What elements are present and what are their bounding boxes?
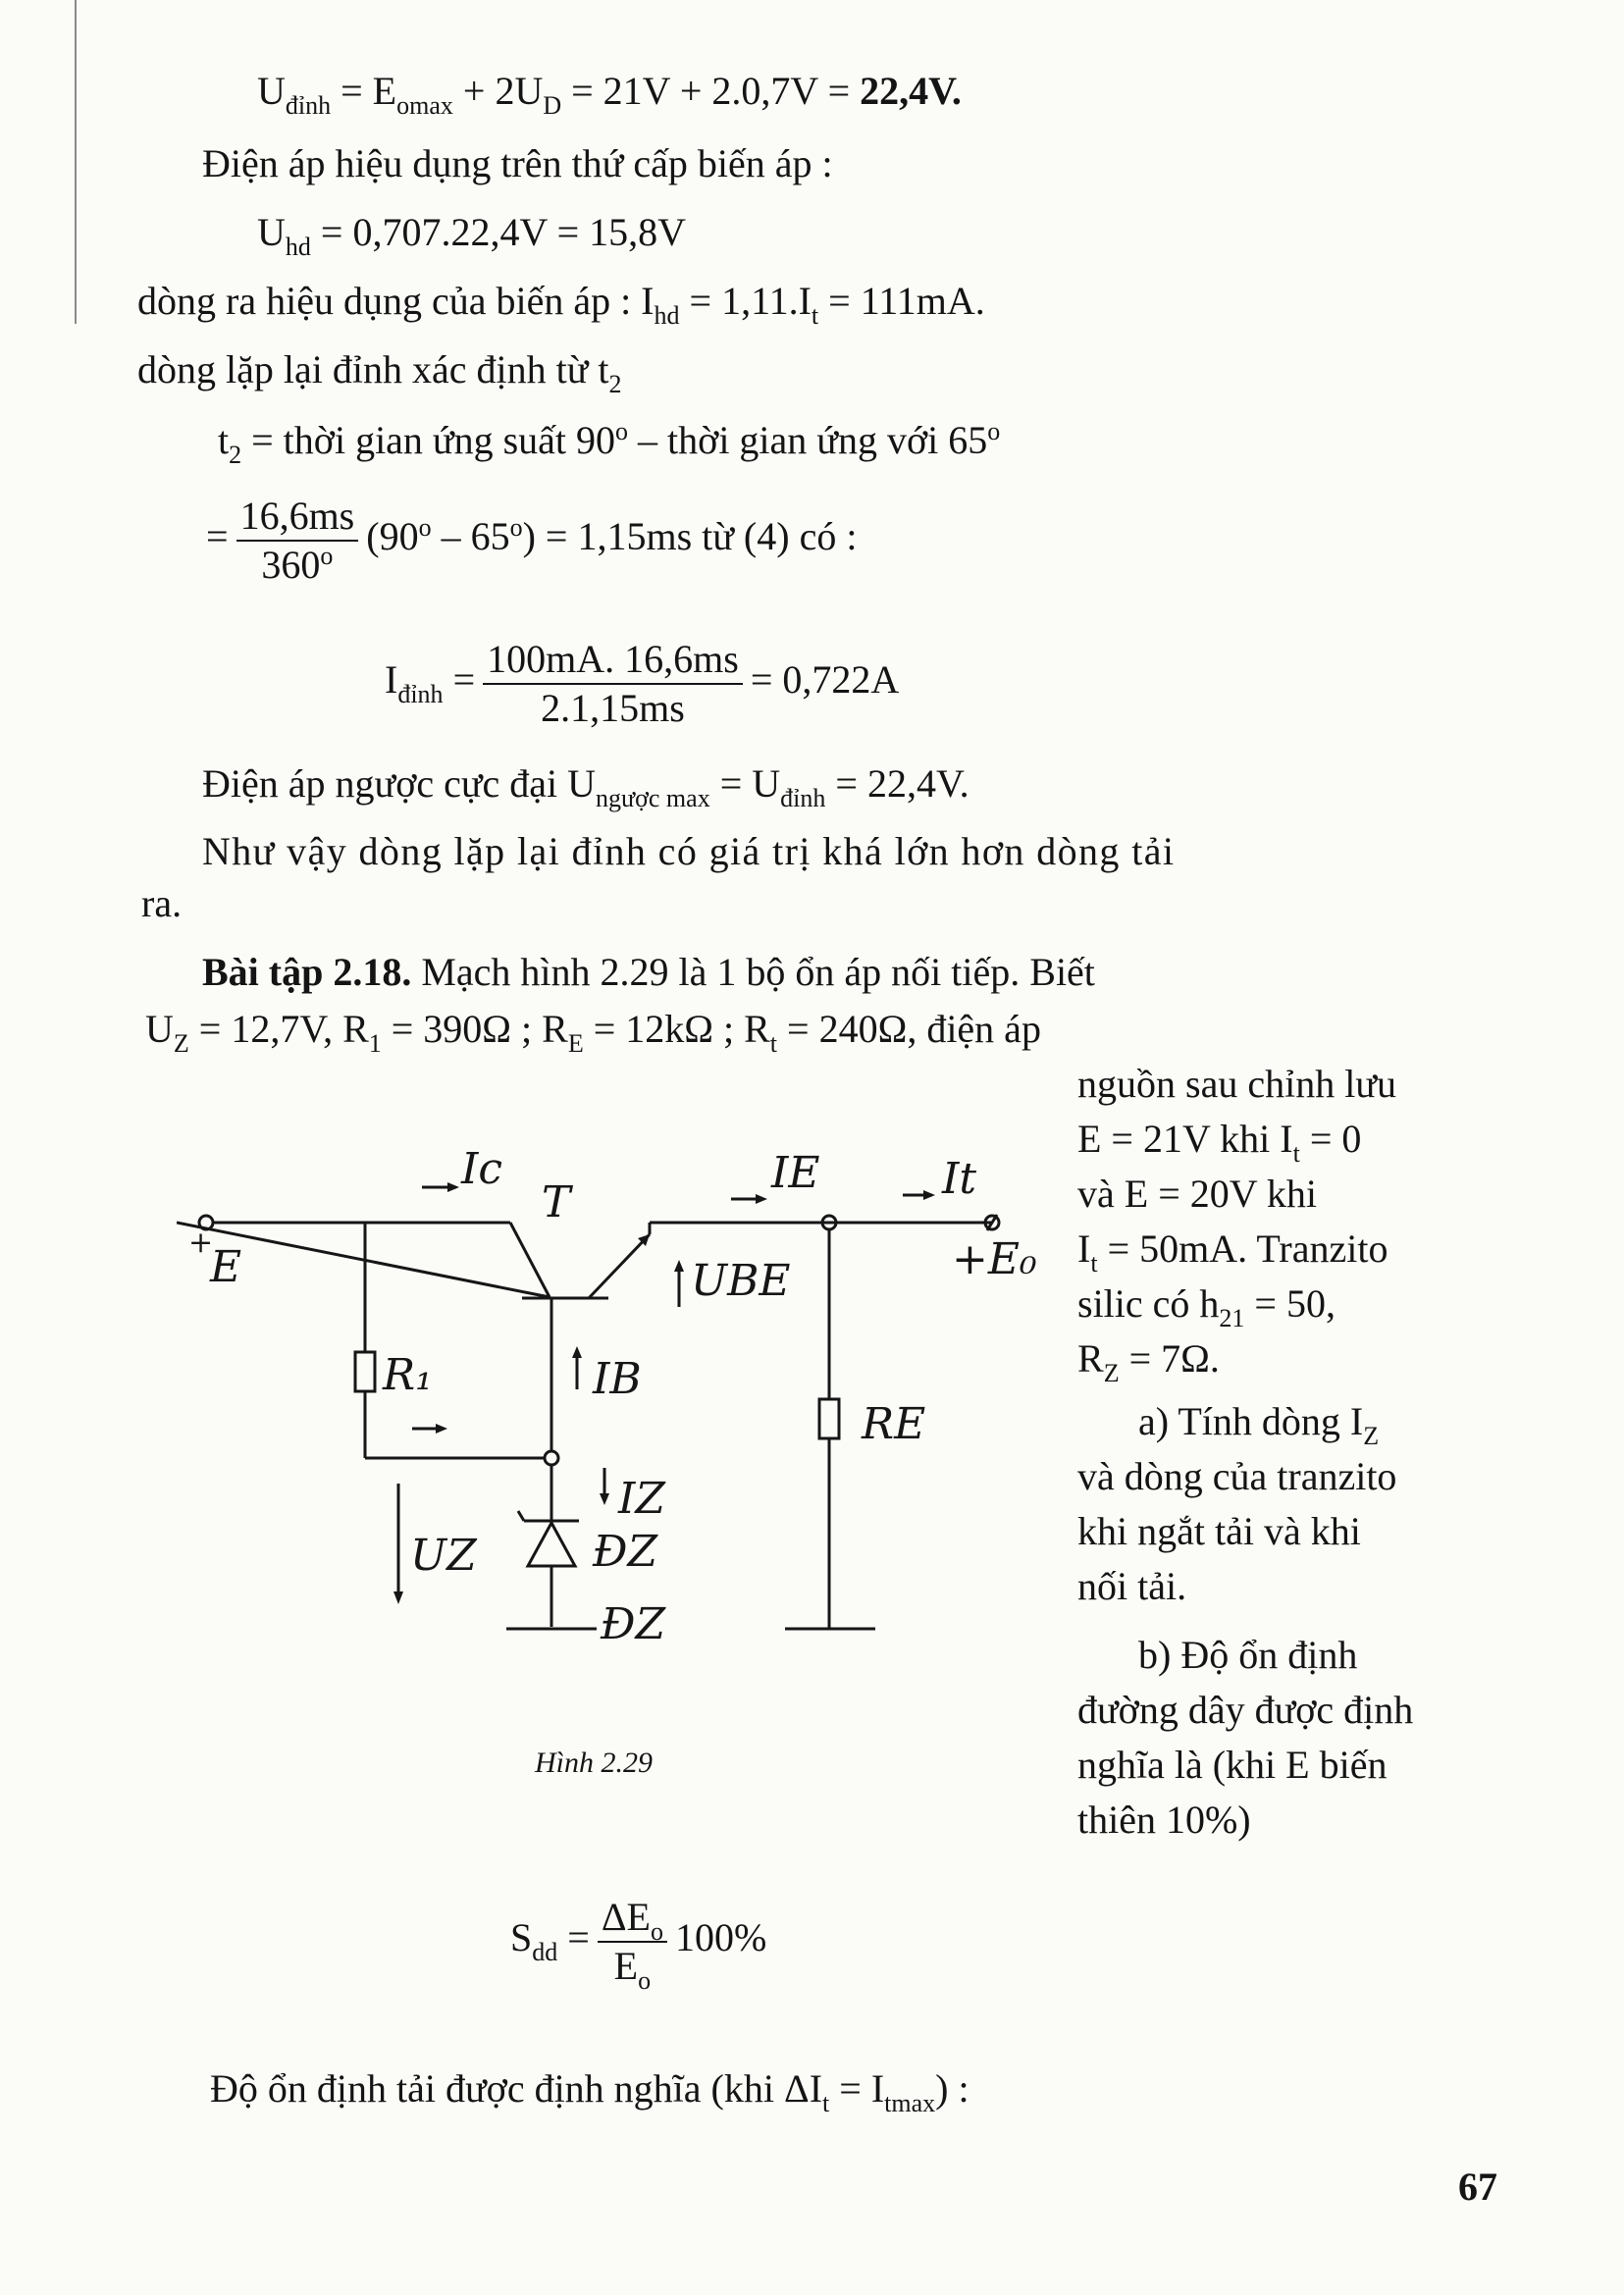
- formula-t2: = $\frac{16,6ms}{360^o}$ $(90^o - 65^o) = 1,15ms$ từ (4) có :: [206, 494, 858, 587]
- label-dz-ground: ĐZ: [601, 1599, 666, 1649]
- arrow-ie-head: [756, 1194, 767, 1204]
- label-e-plus: +: [188, 1226, 214, 1260]
- fraction: $\frac{100mA. 16,6ms}{2.1,15ms}$: [483, 636, 743, 732]
- page-number: 67: [1458, 2165, 1497, 2209]
- label-e-output: +E₀: [952, 1234, 1037, 1284]
- text-line: Điện áp ngược cực đại $U_{ngược max} = U_{đỉnh} = 22,4V$.: [202, 761, 969, 812]
- label-ib: IB: [593, 1354, 642, 1404]
- formula-sdd: $S_{dd}$ = $\frac{\Delta E_o}{E_o}$ 100%: [510, 1895, 767, 1995]
- arrow-ube-head: [674, 1260, 684, 1272]
- text-line: Độ ổn định tải được định nghĩa (khi $\Delta I_t = I_{tmax}$) :: [210, 2066, 969, 2117]
- text-line: dòng lặp lại đỉnh xác định từ $t_2$: [137, 347, 622, 398]
- text-line: ra.: [141, 881, 183, 925]
- arrow-ic-head: [447, 1182, 459, 1192]
- text-line: nghĩa là (khi E biến: [1077, 1743, 1388, 1787]
- formula-i-dinh: $I_{đỉnh}$ = $\frac{100mA. 16,6ms}{2.1,15ms}$ = 0,722A: [385, 637, 900, 730]
- label-ube: UBE: [691, 1256, 791, 1306]
- text-line: nguồn sau chỉnh lưu: [1077, 1062, 1396, 1106]
- text-line: thiên 10%): [1077, 1798, 1251, 1842]
- fraction: $\frac{16,6ms}{360^o}$: [236, 493, 359, 589]
- arrow-uz-head: [393, 1591, 403, 1604]
- junction-node: [545, 1451, 558, 1465]
- text-line: $t_2$ = thời gian ứng suất 90$^o$ – thời gian ứng với 65$^o$: [218, 417, 1001, 469]
- transistor-emitter: [589, 1234, 650, 1298]
- label-transistor: T: [542, 1177, 571, 1227]
- resistor-r1: [355, 1352, 375, 1391]
- circuit-diagram: [177, 1089, 1040, 1678]
- label-ic: Ic: [461, 1144, 503, 1194]
- label-iz: IZ: [618, 1474, 665, 1524]
- text-line: $R_Z = 7\Omega$.: [1077, 1336, 1220, 1387]
- text-line: dòng ra hiệu dụng của biến áp : $I_{hd} = 1,11.I_t = 111mA$.: [137, 279, 985, 330]
- label-re: RE: [862, 1399, 926, 1449]
- text-line: Như vậy dòng lặp lại đỉnh có giá trị khá lớn hơn dòng tải: [202, 829, 1176, 873]
- formula-u-dinh: $U_{đỉnh} = E_{omax} + 2U_D = 21V + 2.0,7V = 22,4V$.: [257, 69, 962, 120]
- zener-cathode-bend: [518, 1511, 524, 1521]
- text-line: và dòng của tranzito: [1077, 1454, 1397, 1498]
- text-line: b) Độ ổn định: [1138, 1633, 1358, 1677]
- zener-diode-icon: [528, 1523, 575, 1566]
- figure-caption: Hình 2.29: [535, 1747, 653, 1779]
- label-dz-diode: ĐZ: [593, 1527, 658, 1577]
- label-e-input: E: [210, 1242, 242, 1292]
- text-line: a) Tính dòng $I_Z$: [1138, 1399, 1380, 1450]
- fraction: $\frac{\Delta E_o}{E_o}$: [598, 1894, 667, 1990]
- label-it: It: [942, 1154, 977, 1204]
- text-line: $U_Z = 12,7V$, $R_1 = 390\Omega$ ; $R_E = 12k\Omega$ ; $R_t = 240\Omega$, điện áp: [145, 1007, 1041, 1058]
- text-line: E = 21V khi $I_t = 0$: [1077, 1117, 1362, 1168]
- text-line: $I_t = 50mA$. Tranzito: [1077, 1226, 1388, 1278]
- text-line: nối tải.: [1077, 1564, 1187, 1608]
- exercise-heading: Bài tập 2.18. Mạch hình 2.29 là 1 bộ ổn áp nối tiếp. Biết: [202, 950, 1095, 994]
- resistor-re: [819, 1399, 839, 1438]
- formula-u-hd: $U_{hd} = 0,707.22,4V = 15,8V$: [257, 210, 687, 261]
- label-ie: IE: [771, 1148, 820, 1198]
- arrow-iz-head: [600, 1493, 609, 1505]
- text-line: và E = 20V khi: [1077, 1172, 1318, 1216]
- arrow-r1-current-head: [436, 1424, 447, 1434]
- text-line: đường dây được định: [1077, 1688, 1414, 1732]
- transistor-collector: [510, 1223, 550, 1297]
- text-line: khi ngắt tải và khi: [1077, 1509, 1361, 1553]
- arrow-it-head: [923, 1190, 935, 1200]
- arrow-ib-head: [572, 1346, 582, 1358]
- label-r1: R₁: [383, 1350, 433, 1400]
- label-uz: UZ: [410, 1531, 477, 1581]
- text-line: silic có $h_{21} = 50$,: [1077, 1281, 1336, 1332]
- text-line: Điện áp hiệu dụng trên thứ cấp biến áp :: [202, 141, 833, 185]
- page-edge-line: [75, 0, 77, 324]
